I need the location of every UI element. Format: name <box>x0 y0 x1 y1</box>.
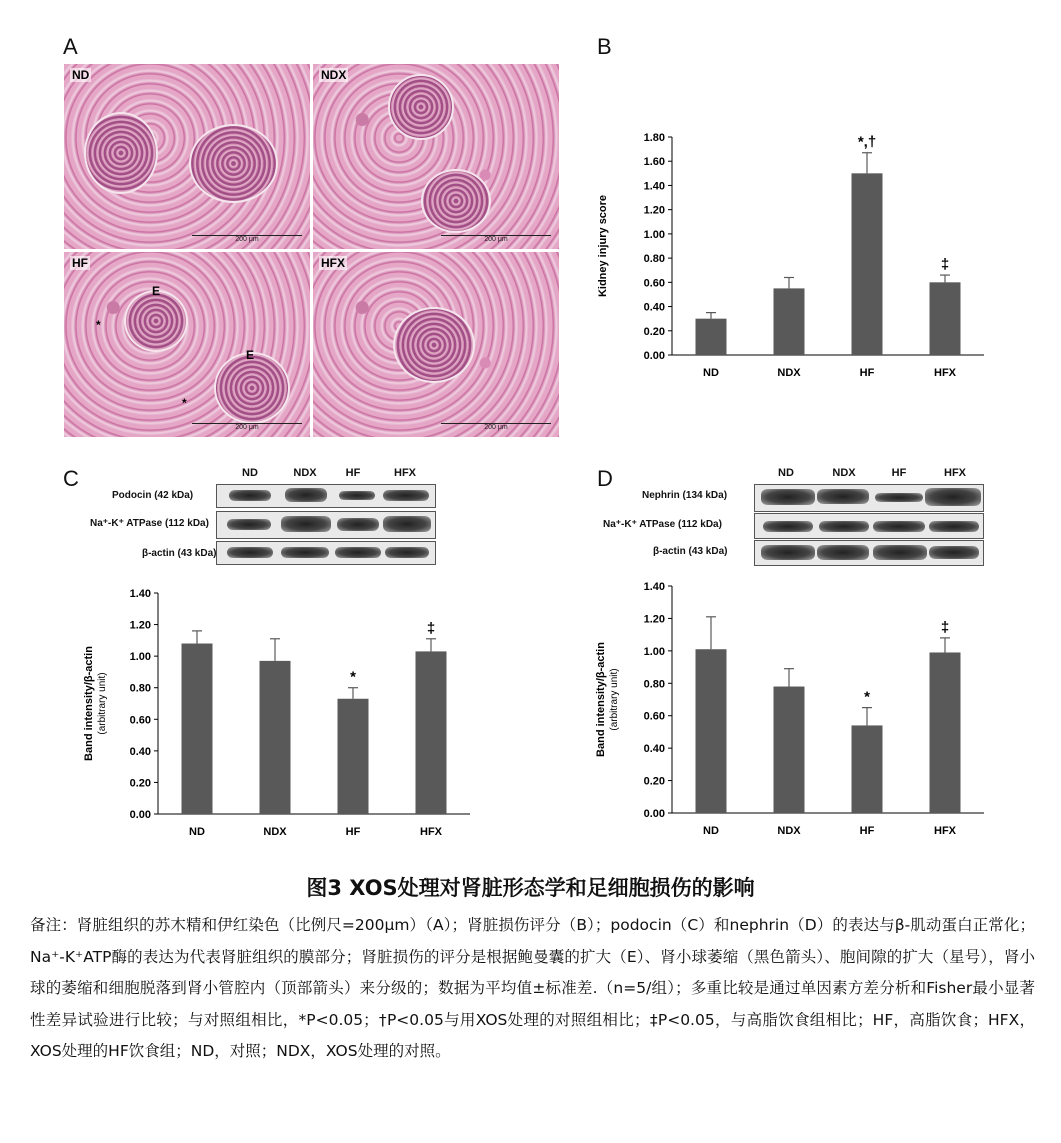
asterisk-mark: * <box>182 396 187 410</box>
glomerulus-image <box>189 124 278 203</box>
x-tick-label: ND <box>189 826 205 838</box>
x-tick-label: HF <box>859 367 875 379</box>
x-tick-label: HF <box>345 826 361 838</box>
figure-title: 图3 XOS处理对肾脏形态学和足细胞损伤的影响 <box>306 876 755 900</box>
micrograph-label-hf: HF <box>72 256 88 270</box>
chart-c-podocin <box>80 582 480 844</box>
y-axis-label-unit: (arbitrary unit) <box>97 672 108 735</box>
x-tick-label: HFX <box>934 367 956 379</box>
y-axis-label: Band intensity/β-actin <box>83 646 95 761</box>
x-tick-label: HF <box>859 825 875 837</box>
significance-mark: ‡ <box>426 619 436 637</box>
micrograph-label-ndx: NDX <box>321 68 347 82</box>
bar <box>182 644 213 814</box>
x-tick-label: NDX <box>777 825 801 837</box>
blot-d-lane-label: HF <box>891 467 907 479</box>
blot-c-row-label: Podocin (42 kDa) <box>112 490 194 501</box>
scale-bar: 200 μm <box>192 235 302 243</box>
chart-b-kidney-injury <box>590 120 990 395</box>
y-tick-label: 1.40 <box>643 180 665 193</box>
y-tick-label: 0.40 <box>643 301 665 314</box>
y-tick-label: 0.80 <box>643 253 665 266</box>
bar <box>774 687 805 813</box>
y-tick-label: 1.20 <box>129 619 151 632</box>
glomerulus-image <box>393 307 475 383</box>
significance-mark: * <box>350 668 356 686</box>
y-tick-label: 1.80 <box>643 132 665 144</box>
blot-band <box>229 490 271 501</box>
blot-band <box>227 547 273 558</box>
panel-letter-d: D <box>597 466 613 491</box>
blot-c-lane-label: ND <box>242 467 258 479</box>
blot-band <box>875 493 923 502</box>
panel-letter-a: A <box>63 34 78 59</box>
bar <box>696 319 727 355</box>
significance-mark: *,† <box>857 133 877 151</box>
glomerulus-image <box>388 74 454 140</box>
y-tick-label: 1.20 <box>643 204 665 217</box>
blot-band <box>817 545 869 560</box>
blot-c-lane-label: HF <box>345 467 361 479</box>
blot-band <box>817 489 869 504</box>
blot-band <box>383 490 429 501</box>
micrograph-ndx <box>312 63 560 250</box>
x-tick-label: ND <box>703 367 719 379</box>
blot-band <box>761 545 815 560</box>
blot-c-lane-label: HFX <box>394 467 416 479</box>
asterisk-mark: * <box>96 318 101 332</box>
y-tick-label: 0.00 <box>643 808 665 820</box>
y-tick-label: 0.20 <box>643 775 665 788</box>
blot-d-nephrin <box>754 484 984 512</box>
bowman-space-mark: E <box>246 348 255 362</box>
blot-band <box>873 545 927 560</box>
y-tick-label: 0.20 <box>129 777 151 790</box>
y-tick-label: 0.60 <box>643 277 665 290</box>
y-axis-label-unit: (arbitrary unit) <box>609 668 620 731</box>
bar <box>852 725 883 813</box>
bar <box>930 652 961 813</box>
y-tick-label: 0.00 <box>129 809 151 821</box>
blot-band <box>873 521 925 532</box>
y-tick-label: 0.40 <box>129 745 151 758</box>
bar <box>852 173 883 355</box>
y-tick-label: 1.40 <box>129 588 151 600</box>
micrograph-label-nd: ND <box>72 68 90 82</box>
y-tick-label: 0.80 <box>643 678 665 691</box>
panel-letter-c: C <box>63 466 79 491</box>
y-tick-label: 1.20 <box>643 613 665 626</box>
blot-band <box>227 519 271 530</box>
panel-letter-b: B <box>597 34 612 59</box>
scale-bar: 200 μm <box>192 423 302 431</box>
significance-mark: * <box>864 688 870 706</box>
micrograph-label-hfx: HFX <box>321 256 345 270</box>
glomerulus-image <box>84 112 158 194</box>
blot-band <box>383 516 431 532</box>
blot-c-row-label: Na⁺-K⁺ ATPase (112 kDa) <box>90 518 209 529</box>
y-tick-label: 0.60 <box>643 710 665 723</box>
bar <box>338 699 369 814</box>
y-tick-label: 1.00 <box>643 228 665 241</box>
y-tick-label: 1.00 <box>129 651 151 664</box>
significance-mark: ‡ <box>940 256 950 274</box>
scale-bar: 200 μm <box>441 235 551 243</box>
blot-band <box>385 547 429 558</box>
blot-d-row-label: β-actin (43 kDa) <box>653 546 728 557</box>
x-tick-label: HFX <box>420 826 442 838</box>
chart-d-nephrin <box>590 576 1010 844</box>
y-tick-label: 0.60 <box>129 714 151 727</box>
y-axis-label: Band intensity/β-actin <box>595 642 607 757</box>
blot-c-atpase <box>216 511 436 539</box>
blot-c-podocin <box>216 484 436 508</box>
bar <box>416 651 447 814</box>
figure-note: 备注：肾脏组织的苏木精和伊红染色（比例尺=200μm）（A）；肾脏损伤评分（B）；podocin（C）和nephrin（D）的表达与β-肌动蛋白正常化；Na⁺-K⁺ATP酶的表达为代表肾脏组织的膜部分；肾脏损伤的评分是根据鲍曼囊的扩大（E）、肾小球萎缩（黑色箭头）、胞间隙的扩大（星号），肾小球的萎缩和细胞脱落到肾小管腔内（顶部箭头）来分级的；数据为平均值±标准差.（n=5/组）；多重比较是通过单因素方差分析和Fisher最小显著性差异试验进行比较；与对照组相比，*P<0.05；†P<0.05与用XOS处理的对照组相比；‡P<0.05，与高脂饮食组相比；HF，高脂饮食；HFX，XOS处理的HF饮食组；ND，对照；NDX，XOS处理的对照。 <box>30 916 1035 1060</box>
significance-mark: ‡ <box>940 618 950 636</box>
y-tick-label: 0.40 <box>643 743 665 756</box>
blot-band <box>285 488 327 502</box>
blot-band <box>925 488 981 506</box>
blot-c-beta-actin <box>216 541 436 565</box>
blot-band <box>761 489 815 505</box>
blot-band <box>339 491 375 500</box>
blot-d-lane-label: HFX <box>944 467 966 479</box>
scale-bar: 200 μm <box>441 423 551 431</box>
bowman-space-mark: E <box>152 284 161 298</box>
blot-d-atpase <box>754 513 984 539</box>
bar <box>774 288 805 355</box>
y-tick-label: 0.80 <box>129 682 151 695</box>
y-tick-label: 0.20 <box>643 325 665 338</box>
micrograph-hf <box>63 251 311 438</box>
glomerulus-image <box>124 290 188 352</box>
bar <box>930 282 961 355</box>
micrograph-nd <box>63 63 311 250</box>
glomerulus-image <box>421 169 491 233</box>
bar <box>260 661 291 814</box>
blot-d-lane-label: ND <box>778 467 794 479</box>
blot-band <box>335 547 381 558</box>
blot-d-row-label: Nephrin (134 kDa) <box>642 490 728 501</box>
blot-c-row-label: β-actin (43 kDa) <box>142 548 217 559</box>
blot-band <box>929 546 979 559</box>
y-tick-label: 1.40 <box>643 581 665 593</box>
blot-d-lane-label: NDX <box>832 467 856 479</box>
x-tick-label: ND <box>703 825 719 837</box>
glomerulus-image <box>214 352 290 424</box>
blot-band <box>929 521 979 532</box>
micrograph-hfx <box>312 251 560 438</box>
x-tick-label: NDX <box>777 367 801 379</box>
y-axis-label: Kidney injury score <box>597 194 609 298</box>
blot-band <box>763 521 813 532</box>
blot-d-row-label: Na⁺-K⁺ ATPase (112 kDa) <box>603 519 722 530</box>
y-tick-label: 0.00 <box>643 350 665 362</box>
blot-band <box>337 518 379 531</box>
blot-c-lane-label: NDX <box>293 467 317 479</box>
bar <box>696 649 727 813</box>
blot-band <box>819 521 869 532</box>
y-tick-label: 1.00 <box>643 645 665 658</box>
y-tick-label: 1.60 <box>643 156 665 169</box>
blot-band <box>281 516 331 532</box>
blot-band <box>281 547 329 558</box>
x-tick-label: HFX <box>934 825 956 837</box>
x-tick-label: NDX <box>263 826 287 838</box>
blot-d-beta-actin <box>754 540 984 566</box>
